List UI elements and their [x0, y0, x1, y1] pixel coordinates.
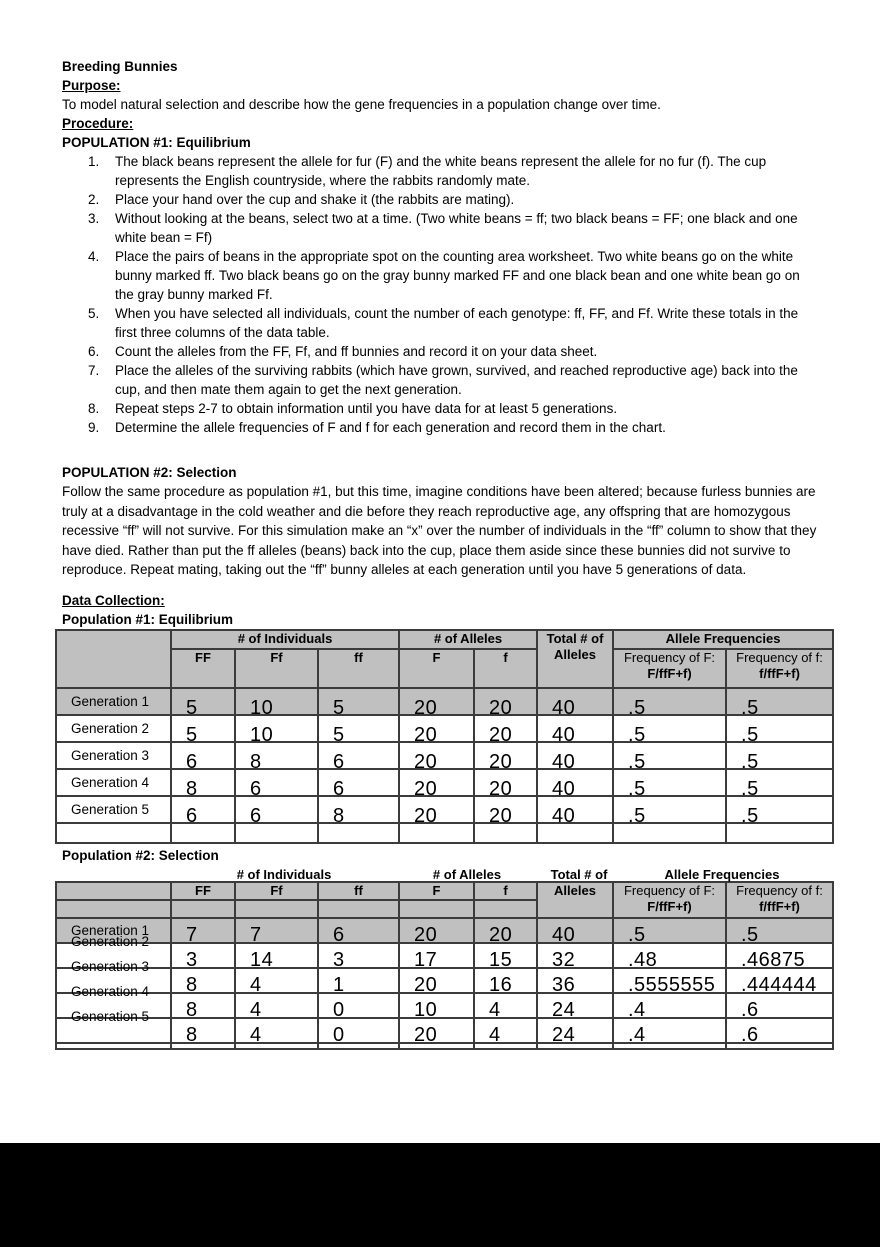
handwritten-value: .5	[741, 696, 759, 719]
value-cell	[613, 769, 726, 800]
handwritten-value: .5	[628, 923, 646, 946]
handwritten-value: 40	[552, 696, 576, 719]
handwritten-value: .4	[628, 998, 646, 1021]
frequency-f-label: Frequency of f:	[736, 882, 823, 898]
generation-label: Generation 4	[71, 774, 150, 790]
value-cell	[171, 742, 235, 773]
value-cell	[399, 769, 474, 800]
frequency-f-label: Frequency of f:	[736, 649, 823, 665]
handwritten-value: .5	[741, 777, 759, 800]
value-cell	[537, 742, 613, 773]
handwritten-value: .5	[741, 804, 759, 827]
generation-row	[56, 918, 833, 943]
step-text: When you have selected all individuals, count the number of each genotype: ff, FF, and Ff. Write these totals in the first three columns of the data table.	[115, 306, 799, 340]
handwritten-value: 6	[186, 804, 198, 827]
procedure-steps-list	[62, 152, 820, 437]
value-cell	[235, 943, 318, 971]
procedure-heading: Procedure:	[62, 116, 134, 131]
value-cell	[537, 943, 613, 971]
value-cell	[318, 715, 399, 746]
handwritten-value: 4	[250, 998, 262, 1021]
value-cell	[399, 688, 474, 719]
value-cell	[726, 715, 833, 746]
value-cell	[171, 715, 235, 746]
procedure-step-7	[88, 361, 820, 399]
step-number: 6.	[88, 344, 100, 359]
generation-row	[56, 796, 833, 823]
value-cell	[537, 1018, 613, 1046]
value-cell	[318, 1018, 399, 1046]
handwritten-value: .6	[741, 1023, 759, 1046]
handwritten-value: 20	[489, 804, 513, 827]
generation-row	[56, 769, 833, 796]
frequency-F-header	[613, 882, 726, 918]
value-cell	[171, 1018, 235, 1046]
handwritten-value: 8	[186, 998, 198, 1021]
value-cell	[474, 742, 537, 773]
empty-row	[56, 1043, 833, 1049]
handwritten-value: 8	[333, 804, 345, 827]
handwritten-value: 40	[552, 804, 576, 827]
value-cell	[537, 968, 613, 996]
total-alleles-header-line2: Alleles	[537, 882, 613, 918]
value-cell	[474, 715, 537, 746]
value-cell	[235, 715, 318, 746]
generation-label-cell	[56, 796, 171, 823]
handwritten-value: 8	[186, 1023, 198, 1046]
handwritten-value: 3	[186, 948, 198, 971]
purpose-text: To model natural selection and describe how the gene frequencies in a population change over time.	[62, 97, 661, 112]
population2-heading: POPULATION #2: Selection	[62, 465, 237, 480]
col-header-Ff: Ff	[235, 649, 318, 688]
step-number: 1.	[88, 154, 100, 169]
generation-row	[56, 688, 833, 715]
value-cell	[613, 742, 726, 773]
purpose-heading: Purpose:	[62, 78, 121, 93]
handwritten-value: 6	[333, 777, 345, 800]
value-cell	[726, 968, 833, 996]
handwritten-value: 20	[414, 923, 438, 946]
procedure-step-8	[88, 399, 820, 418]
value-cell	[235, 993, 318, 1021]
procedure-step-1	[88, 152, 820, 190]
handwritten-value: 20	[414, 777, 438, 800]
empty-cell	[56, 823, 171, 843]
value-cell	[537, 715, 613, 746]
value-cell	[474, 688, 537, 719]
generation-label-cell	[56, 715, 171, 742]
handwritten-value: 16	[489, 973, 513, 996]
step-number: 8.	[88, 401, 100, 416]
col-header-F: F	[399, 649, 474, 688]
handwritten-value: 5	[186, 723, 198, 746]
value-cell	[318, 769, 399, 800]
handwritten-value: 1	[333, 973, 345, 996]
handwritten-value: 6	[250, 777, 262, 800]
value-cell	[474, 943, 537, 971]
handwritten-value: .5	[628, 723, 646, 746]
handwritten-value: 4	[489, 998, 501, 1021]
value-cell	[474, 993, 537, 1021]
table1-caption: Population #1: Equilibrium	[62, 611, 234, 627]
frequency-f-header	[726, 882, 833, 918]
value-cell	[537, 769, 613, 800]
handwritten-value: 20	[489, 777, 513, 800]
generation-label: Generation 2	[71, 933, 150, 949]
empty-cell	[171, 1043, 235, 1049]
empty-cell	[56, 1043, 171, 1049]
col-header-FF: FF	[171, 649, 235, 688]
value-cell	[171, 796, 235, 827]
step-text: Determine the allele frequencies of F and f for each generation and record them in the chart.	[115, 420, 666, 435]
individuals-group-header: # of Individuals	[236, 866, 332, 882]
total-alleles-line2: Alleles	[554, 646, 596, 662]
handwritten-value: 24	[552, 1023, 576, 1046]
step-number: 7.	[88, 363, 100, 378]
value-cell	[474, 769, 537, 800]
value-cell	[399, 918, 474, 946]
generation-row	[56, 943, 833, 968]
value-cell	[235, 688, 318, 719]
handwritten-value: .444444	[741, 973, 817, 996]
empty-cell	[235, 1043, 318, 1049]
value-cell	[171, 943, 235, 971]
handwritten-value: 40	[552, 723, 576, 746]
handwritten-value: 6	[333, 750, 345, 773]
generation-label: Generation 2	[71, 720, 150, 736]
step-text: Place the alleles of the surviving rabbits (which have grown, survived, and reached reproductive age) back into the cup, and then mate them again to get the next generation.	[115, 363, 798, 397]
generation-row	[56, 968, 833, 993]
generation-label: Generation 5	[71, 801, 150, 817]
empty-cell	[474, 1043, 537, 1049]
handwritten-value: 5	[333, 696, 345, 719]
generation-label-cell	[56, 769, 171, 796]
procedure-step-5	[88, 304, 820, 342]
value-cell	[726, 742, 833, 773]
step-text: Count the alleles from the FF, Ff, and ff bunnies and record it on your data sheet.	[115, 344, 598, 359]
value-cell	[613, 688, 726, 719]
value-cell	[613, 1018, 726, 1046]
generation-label-cell	[56, 1008, 171, 1043]
handwritten-value: 20	[414, 696, 438, 719]
handwritten-value: 36	[552, 973, 576, 996]
value-cell	[235, 918, 318, 946]
step-number: 9.	[88, 420, 100, 435]
frequency-F-label: Frequency of F:	[623, 649, 716, 665]
handwritten-value: .6	[741, 998, 759, 1021]
handwritten-value: 0	[333, 998, 345, 1021]
value-cell	[171, 769, 235, 800]
scan-black-bar	[0, 1143, 880, 1247]
procedure-step-4	[88, 247, 820, 304]
handwritten-value: .5	[628, 750, 646, 773]
generation-row	[56, 993, 833, 1018]
handwritten-value: 10	[250, 723, 274, 746]
value-cell	[726, 1018, 833, 1046]
handwritten-value: 3	[333, 948, 345, 971]
population2-text: Follow the same procedure as population #1, but this time, imagine conditions have been altered; because furless bunnies are truly at a disadvantage in the cold weather and die before they reach reproductive age, any offspring that are homozygous recessive “ff” will not survive. For this simulation make an “x” over the number of individuals in the “ff” column to show that they have died. Rather than put the ff alleles (beans) back into the cup, place them aside since these bunnies did not survive to reproduce. Repeat mating, taking out the “ff” bunny alleles at each generation until you have 5 generations of data.	[62, 484, 817, 577]
document-title: Breeding Bunnies	[62, 59, 178, 74]
frequency-f-formula: f/ffF+f)	[759, 665, 800, 681]
value-cell	[613, 993, 726, 1021]
population1-table	[55, 629, 834, 844]
population1-heading: POPULATION #1: Equilibrium	[62, 135, 251, 150]
value-cell	[318, 742, 399, 773]
value-cell	[318, 918, 399, 946]
value-cell	[318, 688, 399, 719]
value-cell	[613, 968, 726, 996]
frequency-F-formula: F/ffF+f)	[647, 898, 692, 914]
value-cell	[318, 943, 399, 971]
handwritten-value: 8	[186, 777, 198, 800]
step-text: Place your hand over the cup and shake it (the rabbits are mating).	[115, 192, 515, 207]
total-alleles-header	[537, 630, 613, 688]
empty-cell	[171, 823, 235, 843]
handwritten-value: 7	[186, 923, 198, 946]
value-cell	[726, 769, 833, 800]
value-cell	[474, 796, 537, 827]
value-cell	[726, 918, 833, 946]
col-header-ff: ff	[318, 882, 399, 900]
handwritten-value: .5	[628, 696, 646, 719]
handwritten-value: 15	[489, 948, 513, 971]
value-cell	[613, 715, 726, 746]
procedure-step-9	[88, 418, 820, 437]
step-text: Place the pairs of beans in the appropriate spot on the counting area worksheet. Two white beans go on the white bunny marked ff. Two black beans go on the gray bunny marked FF and one black bean and one white bean go on the gray bunny marked Ff.	[115, 249, 800, 302]
value-cell	[318, 968, 399, 996]
value-cell	[171, 993, 235, 1021]
generation-label: Generation 1	[71, 693, 150, 709]
value-cell	[235, 968, 318, 996]
handwritten-value: .5	[741, 923, 759, 946]
handwritten-value: 0	[333, 1023, 345, 1046]
procedure-step-6	[88, 342, 820, 361]
frequency-f-header	[726, 649, 833, 688]
handwritten-value: 4	[250, 1023, 262, 1046]
value-cell	[399, 968, 474, 996]
value-cell	[474, 968, 537, 996]
value-cell	[235, 769, 318, 800]
handwritten-value: .48	[628, 948, 658, 971]
value-cell	[399, 1018, 474, 1046]
handwritten-value: 20	[414, 723, 438, 746]
value-cell	[537, 688, 613, 719]
handwritten-value: 5	[333, 723, 345, 746]
value-cell	[235, 796, 318, 827]
empty-cell	[318, 823, 399, 843]
generation-row	[56, 1018, 833, 1043]
value-cell	[171, 918, 235, 946]
empty-cell	[318, 1043, 399, 1049]
value-cell	[318, 993, 399, 1021]
handwritten-value: 6	[186, 750, 198, 773]
generation-label-cell	[56, 742, 171, 769]
col-header-ff: ff	[318, 649, 399, 688]
handwritten-value: 7	[250, 923, 262, 946]
value-cell	[171, 688, 235, 719]
value-cell	[399, 993, 474, 1021]
handwritten-value: 40	[552, 777, 576, 800]
generation-label: Generation 3	[71, 747, 150, 763]
handwritten-value: 20	[414, 973, 438, 996]
table2-group-header-row	[55, 865, 832, 881]
handwritten-value: .5555555	[628, 973, 716, 996]
handwritten-value: 6	[333, 923, 345, 946]
step-text: The black beans represent the allele for fur (F) and the white beans represent the allele for no fur (f). The cup represents the English countryside, where the rabbits randomly mate.	[115, 154, 767, 188]
value-cell	[399, 715, 474, 746]
handwritten-value: 20	[489, 750, 513, 773]
handwritten-value: 24	[552, 998, 576, 1021]
handwritten-value: .5	[628, 777, 646, 800]
handwritten-value: 8	[186, 973, 198, 996]
handwritten-value: 4	[250, 973, 262, 996]
value-cell	[537, 796, 613, 827]
handwritten-value: 20	[489, 696, 513, 719]
handwritten-value: .5	[741, 750, 759, 773]
alleles-group-header: # of Alleles	[399, 630, 537, 649]
alleles-group-header: # of Alleles	[432, 866, 502, 882]
handwritten-value: .4	[628, 1023, 646, 1046]
col-header-f: f	[474, 649, 537, 688]
value-cell	[235, 1018, 318, 1046]
handwritten-value: 20	[414, 804, 438, 827]
value-cell	[537, 918, 613, 946]
value-cell	[318, 796, 399, 827]
value-cell	[613, 918, 726, 946]
handwritten-value: 20	[414, 1023, 438, 1046]
generation-label: Generation 5	[71, 1008, 150, 1024]
value-cell	[171, 968, 235, 996]
procedure-step-2	[88, 190, 820, 209]
generation-label: Generation 4	[71, 983, 150, 999]
handwritten-value: 10	[250, 696, 274, 719]
col-header-FF: FF	[171, 882, 235, 900]
empty-row	[56, 823, 833, 843]
value-cell	[726, 943, 833, 971]
value-cell	[726, 796, 833, 827]
corner-cell	[56, 882, 171, 900]
handwritten-value: 40	[552, 750, 576, 773]
value-cell	[726, 993, 833, 1021]
handwritten-value: .5	[741, 723, 759, 746]
handwritten-value: 5	[186, 696, 198, 719]
value-cell	[537, 993, 613, 1021]
handwritten-value: 20	[489, 923, 513, 946]
value-cell	[613, 796, 726, 827]
handwritten-value: 14	[250, 948, 274, 971]
generation-row	[56, 715, 833, 742]
table2-caption: Population #2: Selection	[62, 847, 219, 863]
value-cell	[399, 796, 474, 827]
corner-cell	[56, 630, 171, 688]
data-collection-heading: Data Collection:	[62, 592, 165, 608]
total-alleles-header-line1: Total # of	[550, 866, 608, 882]
handwritten-value: .46875	[741, 948, 806, 971]
value-cell	[235, 742, 318, 773]
individuals-group-header: # of Individuals	[171, 630, 399, 649]
handwritten-value: 4	[489, 1023, 501, 1046]
document-body	[62, 57, 823, 1050]
generation-row	[56, 742, 833, 769]
step-number: 2.	[88, 192, 100, 207]
step-text: Repeat steps 2-7 to obtain information until you have data for at least 5 generations.	[115, 401, 618, 416]
step-text: Without looking at the beans, select two at a time. (Two white beans = ff; two black beans = FF; one black and one white bean = Ff)	[115, 211, 798, 245]
frequency-F-header	[613, 649, 726, 688]
allele-frequencies-group-header: Allele Frequencies	[664, 866, 780, 882]
handwritten-value: 20	[414, 750, 438, 773]
empty-cell	[537, 823, 613, 843]
step-number: 5.	[88, 306, 100, 321]
step-number: 3.	[88, 211, 100, 226]
generation-label: Generation 3	[71, 958, 150, 974]
value-cell	[613, 943, 726, 971]
procedure-step-3	[88, 209, 820, 247]
col-header-F: F	[399, 882, 474, 900]
value-cell	[474, 1018, 537, 1046]
total-alleles-line1: Total # of	[546, 630, 604, 646]
generation-label: Generation 1	[71, 922, 150, 938]
generation-label-cell	[56, 688, 171, 715]
population2-table	[55, 881, 834, 1050]
value-cell	[399, 742, 474, 773]
handwritten-value: 10	[414, 998, 438, 1021]
handwritten-value: 6	[250, 804, 262, 827]
frequency-f-formula: f/ffF+f)	[759, 898, 800, 914]
handwritten-value: 32	[552, 948, 576, 971]
value-cell	[726, 688, 833, 719]
handwritten-value: 20	[489, 723, 513, 746]
step-number: 4.	[88, 249, 100, 264]
frequency-F-label: Frequency of F:	[623, 882, 716, 898]
handwritten-value: 17	[414, 948, 438, 971]
frequency-F-formula: F/ffF+f)	[647, 665, 692, 681]
handwritten-value: 40	[552, 923, 576, 946]
col-header-f: f	[474, 882, 537, 900]
handwritten-value: 8	[250, 750, 262, 773]
value-cell	[399, 943, 474, 971]
value-cell	[474, 918, 537, 946]
allele-frequencies-group-header: Allele Frequencies	[613, 630, 833, 649]
handwritten-value: .5	[628, 804, 646, 827]
empty-cell	[235, 823, 318, 843]
col-header-Ff: Ff	[235, 882, 318, 900]
